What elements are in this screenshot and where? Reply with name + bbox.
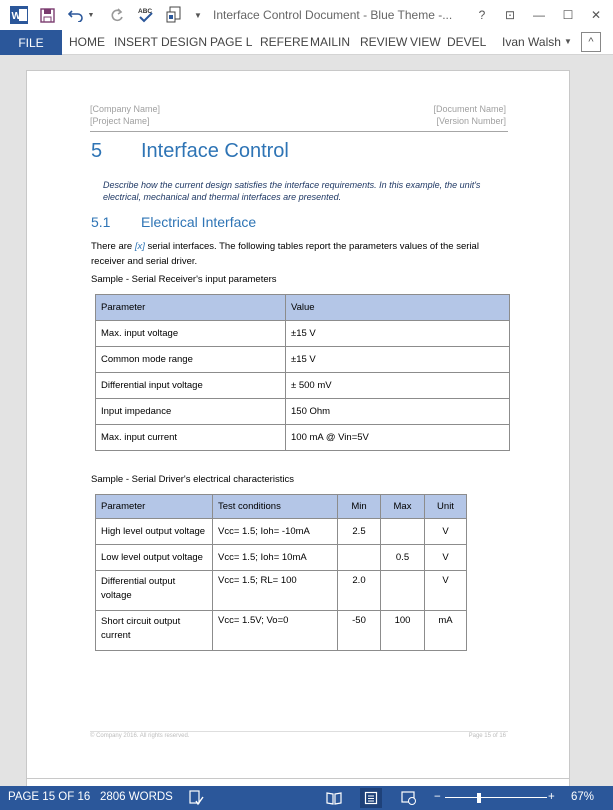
body-text-end: serial interfaces. The following tables report the parameters values of the serial receiver and serial driver. xyxy=(91,241,479,267)
table-cell: 0.5 xyxy=(381,545,425,571)
table-cell: Vcc= 1.5; Ioh= 10mA xyxy=(213,545,338,571)
header-divider xyxy=(90,131,508,132)
save-icon[interactable] xyxy=(38,6,56,24)
header-project: [Project Name] xyxy=(90,116,150,126)
tab-insert[interactable]: INSERT xyxy=(114,35,158,49)
user-account[interactable]: Ivan Walsh xyxy=(502,35,561,49)
redo-icon[interactable] xyxy=(108,6,126,24)
page-indicator[interactable]: PAGE 15 OF 16 xyxy=(8,791,91,803)
table-header: Parameter xyxy=(96,295,286,321)
expand-ribbon-icon[interactable]: ^ xyxy=(581,32,601,52)
ribbon-tabs xyxy=(0,30,613,55)
table-cell: Short circuit output current xyxy=(96,611,213,651)
table-cell: Input impedance xyxy=(96,399,286,425)
maximize-icon[interactable]: ☐ xyxy=(562,8,574,22)
table-cell: Max. input voltage xyxy=(96,321,286,347)
tab-mailings[interactable]: MAILIN xyxy=(310,35,351,49)
table-cell: V xyxy=(425,545,467,571)
table-cell: Differential input voltage xyxy=(96,373,286,399)
table-cell: High level output voltage xyxy=(96,519,213,545)
print-layout-icon[interactable] xyxy=(360,788,382,808)
document-workspace[interactable] xyxy=(0,56,613,786)
customize-toolbar-icon[interactable]: ▼ xyxy=(194,10,202,20)
zoom-slider[interactable] xyxy=(445,797,547,798)
web-layout-icon[interactable] xyxy=(401,790,417,806)
svg-text:ABC: ABC xyxy=(138,8,153,15)
table-cell xyxy=(338,545,381,571)
tab-developer[interactable]: DEVEL xyxy=(447,35,487,49)
table-cell: Vcc= 1.5V; Vo=0 xyxy=(213,611,338,651)
table-cell: Max. input current xyxy=(96,425,286,451)
word-count[interactable]: 2806 WORDS xyxy=(100,791,173,803)
table-cell: -50 xyxy=(338,611,381,651)
tab-page-layout[interactable]: PAGE L xyxy=(210,35,253,49)
table-cell: Vcc= 1.5; RL= 100 xyxy=(213,571,338,611)
footer-divider xyxy=(90,731,508,732)
subheading-number: 5.1 xyxy=(91,214,111,230)
table-cell: 2.0 xyxy=(338,571,381,611)
header-document-name: [Document Name] xyxy=(433,104,506,114)
table-row xyxy=(96,425,510,451)
intro-paragraph: Describe how the current design satisfies the interface requirements. In this example, the unit's electrical, mechanical and thermal interfaces are presented. xyxy=(103,180,481,202)
table-header: Unit xyxy=(425,495,467,519)
format-painter-icon[interactable] xyxy=(164,6,184,24)
svg-text:W: W xyxy=(11,11,21,22)
proofing-icon[interactable] xyxy=(188,790,204,806)
table-header: Parameter xyxy=(96,495,213,519)
driver-characteristics-table xyxy=(95,494,467,651)
tab-file[interactable]: FILE xyxy=(0,30,62,55)
table2-caption: Sample - Serial Driver's electrical characteristics xyxy=(91,474,294,485)
table-header: Test conditions xyxy=(213,495,338,519)
undo-icon[interactable] xyxy=(67,6,85,24)
table-cell: mA xyxy=(425,611,467,651)
next-page[interactable] xyxy=(26,778,570,786)
help-icon[interactable]: ? xyxy=(478,8,486,22)
table-row xyxy=(96,373,510,399)
table-cell: ±15 V xyxy=(286,321,510,347)
footer-page-number: Page 15 of 16 xyxy=(468,733,506,739)
tab-view[interactable]: VIEW xyxy=(410,35,441,49)
table-header: Value xyxy=(286,295,510,321)
table-cell: Differential output voltage xyxy=(96,571,213,611)
body-paragraph xyxy=(91,239,511,269)
table-header: Min xyxy=(338,495,381,519)
zoom-slider-thumb[interactable] xyxy=(477,793,481,803)
tab-review[interactable]: REVIEW xyxy=(360,35,408,49)
word-app-icon[interactable] xyxy=(9,6,29,24)
document-page[interactable] xyxy=(26,70,570,786)
table-row xyxy=(96,545,467,571)
table-cell: 2.5 xyxy=(338,519,381,545)
table-cell: 150 Ohm xyxy=(286,399,510,425)
table-cell: Low level output voltage xyxy=(96,545,213,571)
header-company: [Company Name] xyxy=(90,104,161,114)
window-title: Interface Control Document - Blue Theme -... xyxy=(213,8,453,22)
table-cell xyxy=(381,571,425,611)
body-text-start: There are xyxy=(91,241,135,252)
table-cell: 100 xyxy=(381,611,425,651)
zoom-level[interactable]: 67% xyxy=(571,791,595,803)
placeholder-variable: [x] xyxy=(134,241,145,252)
undo-dropdown-icon[interactable]: ▼ xyxy=(87,11,95,19)
table-header: Max xyxy=(381,495,425,519)
minimize-icon[interactable]: — xyxy=(533,8,545,22)
table-row xyxy=(96,571,467,611)
heading-text: Interface Control xyxy=(141,140,289,162)
zoom-out-button[interactable]: − xyxy=(434,791,441,803)
table-cell: Common mode range xyxy=(96,347,286,373)
tab-references[interactable]: REFERE xyxy=(260,35,309,49)
header-version: [Version Number] xyxy=(436,116,506,126)
heading-number: 5 xyxy=(91,140,103,162)
heading-interface-control xyxy=(91,140,289,163)
table-row xyxy=(96,611,467,651)
user-dropdown-icon[interactable]: ▼ xyxy=(564,37,572,46)
table-cell xyxy=(381,519,425,545)
table-row xyxy=(96,519,467,545)
spelling-grammar-icon[interactable] xyxy=(136,6,156,24)
receiver-parameters-table xyxy=(95,294,510,451)
title-bar xyxy=(0,0,613,30)
table-row xyxy=(96,399,510,425)
heading-electrical-interface xyxy=(91,214,256,230)
table1-caption: Sample - Serial Receiver's input parameters xyxy=(91,274,277,285)
tab-home[interactable]: HOME xyxy=(69,35,105,49)
table-cell: 100 mA @ Vin=5V xyxy=(286,425,510,451)
read-mode-icon[interactable] xyxy=(326,790,342,806)
ribbon-display-options-icon[interactable]: ⊡ xyxy=(504,8,516,22)
table-row xyxy=(96,321,510,347)
subheading-text: Electrical Interface xyxy=(141,214,257,230)
status-bar xyxy=(0,786,613,810)
table-cell: Vcc= 1.5; Ioh= -10mA xyxy=(213,519,338,545)
table-cell: V xyxy=(425,571,467,611)
table-row xyxy=(96,347,510,373)
table-cell: ±15 V xyxy=(286,347,510,373)
zoom-in-button[interactable]: + xyxy=(548,791,555,803)
table-cell: ± 500 mV xyxy=(286,373,510,399)
close-icon[interactable]: ✕ xyxy=(590,8,602,22)
footer-copyright: © Company 2016. All rights reserved. xyxy=(90,733,190,739)
table-cell: V xyxy=(425,519,467,545)
tab-design[interactable]: DESIGN xyxy=(161,35,208,49)
